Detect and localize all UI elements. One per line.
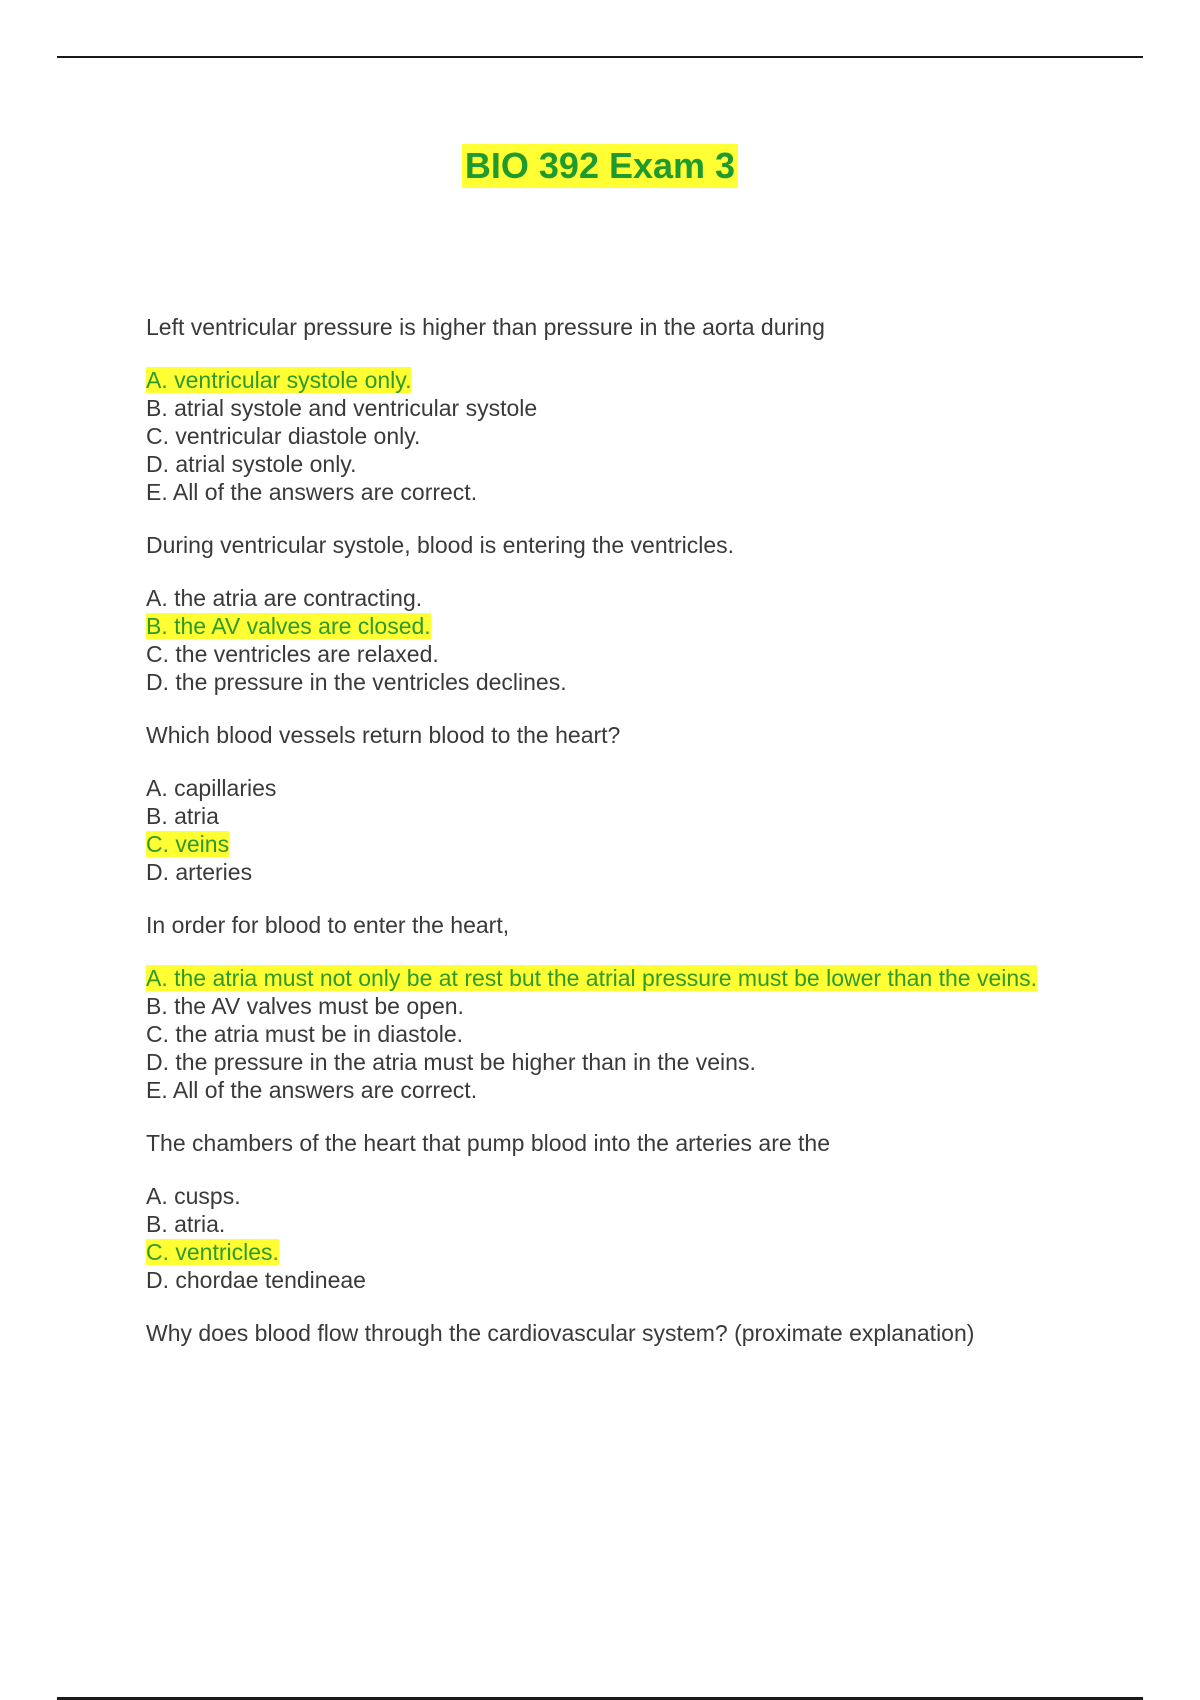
question-block (146, 530, 1146, 696)
question-block (146, 720, 1146, 886)
question-block (146, 312, 1146, 506)
answer-option: D. atrial systole only. (146, 451, 357, 477)
answer-option-correct: A. ventricular systole only. (146, 367, 412, 393)
question-block (146, 910, 1146, 1104)
title-wrap (0, 144, 1200, 188)
page-title: BIO 392 Exam 3 (462, 144, 738, 188)
answer-option: C. ventricular diastole only. (146, 423, 421, 449)
answer-option-correct: A. the atria must not only be at rest but the atrial pressure must be lower than the veins. (146, 965, 1038, 991)
answer-option-correct: C. ventricles. (146, 1239, 279, 1265)
answer-option: E. All of the answers are correct. (146, 1077, 478, 1103)
question-block (146, 1318, 1146, 1348)
question-text: Left ventricular pressure is higher than pressure in the aorta during (146, 314, 825, 340)
answer-option: C. the ventricles are relaxed. (146, 641, 439, 667)
answer-option: B. atria. (146, 1211, 226, 1237)
answer-option: D. the pressure in the atria must be higher than in the veins. (146, 1049, 756, 1075)
answer-option: B. atria (146, 803, 219, 829)
question-text: Why does blood flow through the cardiovascular system? (proximate explanation) (146, 1320, 975, 1346)
answer-option: A. cusps. (146, 1183, 241, 1209)
answer-option: A. capillaries (146, 775, 277, 801)
answer-option: A. the atria are contracting. (146, 585, 423, 611)
answer-option: C. the atria must be in diastole. (146, 1021, 464, 1047)
answer-option: D. chordae tendineae (146, 1267, 366, 1293)
answer-option-correct: C. veins (146, 831, 230, 857)
question-text: The chambers of the heart that pump blood into the arteries are the (146, 1130, 831, 1156)
question-text: Which blood vessels return blood to the heart? (146, 722, 621, 748)
answer-option: B. the AV valves must be open. (146, 993, 464, 1019)
answer-option: B. atrial systole and ventricular systole (146, 395, 538, 421)
question-text: In order for blood to enter the heart, (146, 912, 510, 938)
question-text: During ventricular systole, blood is entering the ventricles. (146, 532, 735, 558)
answer-option: D. the pressure in the ventricles declines. (146, 669, 567, 695)
top-rule (57, 56, 1143, 58)
answer-option: E. All of the answers are correct. (146, 479, 478, 505)
question-list (146, 312, 1146, 1372)
question-block (146, 1128, 1146, 1294)
answer-option-correct: B. the AV valves are closed. (146, 613, 431, 639)
answer-option: D. arteries (146, 859, 253, 885)
